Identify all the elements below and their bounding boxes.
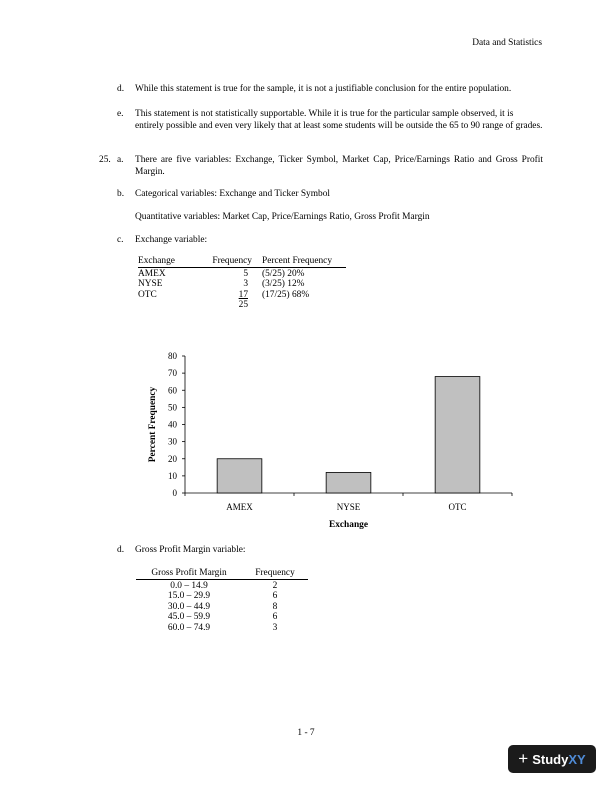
table-row xyxy=(136,581,308,592)
table-cell: 6 xyxy=(272,612,278,623)
logo-text-study: Study xyxy=(532,751,569,767)
y-tick-label: 0 xyxy=(172,488,177,498)
x-tick-label: NYSE xyxy=(336,502,361,512)
table-cell: OTC xyxy=(138,289,157,300)
table-cell: 5 xyxy=(243,268,248,279)
column-header: Frequency xyxy=(212,256,252,266)
x-tick-label: AMEX xyxy=(226,502,253,512)
y-tick-label: 10 xyxy=(168,470,177,481)
table-cell: 2 xyxy=(272,580,278,591)
table-cell: 8 xyxy=(272,601,278,612)
table-total: 25 xyxy=(238,300,248,311)
part-a-label: a. xyxy=(117,155,124,165)
table-row xyxy=(138,290,346,301)
y-axis xyxy=(168,351,185,498)
y-tick-label: 60 xyxy=(168,385,177,396)
table-cell: AMEX xyxy=(138,268,166,279)
x-tick-label: OTC xyxy=(448,502,467,512)
part-b-quantitative: Quantitative variables: Market Cap, Price/Earnings Ratio, Gross Profit Margin xyxy=(135,212,430,222)
bar xyxy=(326,472,371,493)
y-tick-label: 40 xyxy=(168,419,177,430)
column-header: Percent Frequency xyxy=(262,256,333,266)
x-axis xyxy=(185,493,512,512)
table-cell: 0.0 – 14.9 xyxy=(170,580,208,591)
y-tick-label: 20 xyxy=(168,453,177,464)
gross-profit-margin-table xyxy=(136,568,308,634)
studyxy-logo[interactable] xyxy=(508,745,596,773)
part-b-label: b. xyxy=(117,189,125,199)
running-header: Data and Statistics xyxy=(472,38,542,48)
table-total-row xyxy=(138,300,346,311)
table-row xyxy=(138,269,346,280)
part-b-categorical: Categorical variables: Exchange and Ticker Symbol xyxy=(135,189,331,199)
table-row xyxy=(136,623,308,634)
exchange-frequency-table xyxy=(138,256,346,311)
bar xyxy=(435,377,480,493)
table-cell: (3/25) 12% xyxy=(262,279,305,290)
table-header-row xyxy=(136,568,308,579)
item-d-text: While this statement is true for the sample, it is not a justifiable conclusion for the entire population. xyxy=(135,84,512,94)
table-cell: 30.0 – 44.9 xyxy=(167,601,211,612)
table-cell: (5/25) 20% xyxy=(262,268,305,279)
table-cell: 6 xyxy=(272,591,278,602)
part-a-text: There are five variables: Exchange, Ticker Symbol, Market Cap, Price/Earnings Ratio and Gross Profit Margin. xyxy=(135,155,543,177)
table-cell: 3 xyxy=(272,622,278,633)
table-cell: 15.0 – 29.9 xyxy=(167,591,211,602)
item-e-label: e. xyxy=(117,109,124,119)
y-tick-label: 80 xyxy=(168,351,177,361)
y-tick-label: 70 xyxy=(168,368,177,379)
item-e-text: This statement is not statistically supportable. While it is true for the particular sample observed, it is entirely possible and even very likely that at least some students will be outside the 65 to 90 range of grades. xyxy=(135,109,543,131)
part-d-label: d. xyxy=(117,545,125,555)
y-tick-label: 50 xyxy=(168,402,177,413)
bars xyxy=(217,377,480,493)
y-tick-label: 30 xyxy=(168,436,177,447)
x-axis-label: Exchange xyxy=(328,520,369,530)
logo-text-xy: XY xyxy=(568,751,586,767)
part-d-text: Gross Profit Margin variable: xyxy=(135,545,246,555)
table-header-row xyxy=(138,256,346,267)
table-cell: 3 xyxy=(243,279,248,290)
table-row xyxy=(136,591,308,602)
page-number: 1 - 7 xyxy=(297,728,315,738)
exchange-bar-chart xyxy=(140,345,530,540)
problem-number: 25. xyxy=(99,155,111,165)
column-header: Gross Profit Margin xyxy=(151,568,227,578)
table-cell: NYSE xyxy=(138,279,163,290)
table-cell: (17/25) 68% xyxy=(262,289,310,300)
table-cell: 17 xyxy=(238,289,248,300)
table-row xyxy=(138,279,346,290)
plus-icon: + xyxy=(518,749,529,768)
table-row xyxy=(136,602,308,613)
table-cell: 45.0 – 59.9 xyxy=(167,612,211,623)
item-d-label: d. xyxy=(117,84,125,94)
part-c-text: Exchange variable: xyxy=(135,235,208,245)
table-row xyxy=(136,612,308,623)
part-c-label: c. xyxy=(117,235,124,245)
column-header: Exchange xyxy=(138,256,175,266)
table-cell: 60.0 – 74.9 xyxy=(167,622,211,633)
column-header: Frequency xyxy=(255,568,295,578)
bar xyxy=(217,459,262,493)
y-axis-label: Percent Frequency xyxy=(148,386,158,463)
